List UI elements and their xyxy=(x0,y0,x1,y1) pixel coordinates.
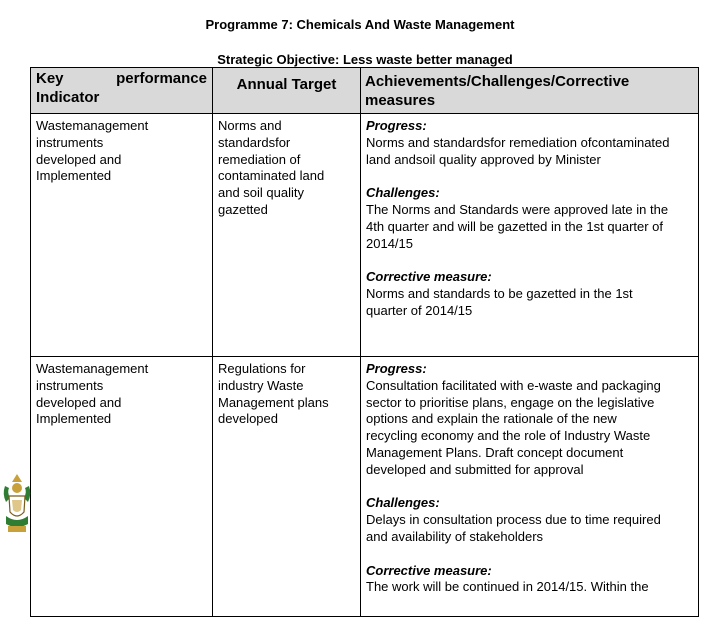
row1-target-line: standardsfor xyxy=(218,134,291,150)
challenges-label: Challenges: xyxy=(366,185,440,201)
challenges-label: Challenges: xyxy=(366,495,440,511)
row2-indicator-line: Implemented xyxy=(36,411,112,427)
performance-table xyxy=(30,67,699,617)
progress-label: Progress: xyxy=(366,118,427,133)
coat-of-arms-icon xyxy=(0,468,34,540)
table-header-row xyxy=(31,68,699,114)
row2-indicator-line: Wastemanagement xyxy=(36,361,149,376)
row1-achievements xyxy=(361,114,699,357)
row2-target xyxy=(213,357,361,617)
table-row xyxy=(31,114,699,357)
row1-target-line: gazetted xyxy=(218,201,268,217)
header-achievements-line1: Achievements/Challenges/Corrective xyxy=(365,73,630,90)
row1-target-line: remediation of xyxy=(218,151,301,167)
challenges-line: Delays in consultation process due to time required xyxy=(366,512,661,528)
corrective-line: Norms and standards to be gazetted in the 1st xyxy=(366,285,633,301)
header-kpi xyxy=(31,68,213,114)
progress-line: land andsoil quality approved by Minister xyxy=(366,151,601,167)
row1-indicator-line: developed and xyxy=(36,151,122,167)
challenges-line: 2014/15 xyxy=(366,235,413,251)
row1-indicator-line: Wastemanagement xyxy=(36,118,149,133)
row2-indicator-line: developed and xyxy=(36,394,122,410)
row2-target-line: Management plans xyxy=(218,394,329,410)
header-kpi-word1: Key xyxy=(36,70,64,87)
header-kpi-word2: performance xyxy=(116,70,207,87)
progress-line: options and explain the rationale of the new xyxy=(366,411,617,427)
row1-target-line: Norms and xyxy=(218,118,282,133)
challenges-line: The Norms and Standards were approved late in the xyxy=(366,201,669,217)
row1-indicator-line: Implemented xyxy=(36,168,112,184)
progress-line: Norms and standardsfor remediation ofcontaminated xyxy=(366,134,670,150)
challenges-line: 4th quarter and will be gazetted in the 1st quarter of xyxy=(366,218,664,234)
corrective-line: quarter of 2014/15 xyxy=(366,302,473,318)
corrective-label: Corrective measure: xyxy=(366,562,492,578)
progress-line: Management Plans. Draft concept document xyxy=(366,444,624,460)
row1-target-line: and soil quality xyxy=(218,185,304,201)
header-achievements xyxy=(361,68,699,114)
progress-line: sector to prioritise plans, engage on the legislative xyxy=(366,394,655,410)
strategic-objective: Strategic Objective: Less waste better managed xyxy=(217,52,513,67)
row1-target xyxy=(213,114,361,357)
corrective-line: The work will be continued in 2014/15. Within the xyxy=(366,579,649,595)
progress-line: recycling economy and the role of Industry Waste xyxy=(366,428,651,444)
row1-target-line: contaminated land xyxy=(218,168,325,184)
header-annual-target: Annual Target xyxy=(213,68,361,114)
row2-target-line: developed xyxy=(218,411,278,427)
row1-indicator xyxy=(31,114,213,357)
row1-indicator-line: instruments xyxy=(36,134,104,150)
row2-target-line: Regulations for xyxy=(218,361,306,376)
row2-target-line: industry Waste xyxy=(218,377,304,393)
table-row xyxy=(31,357,699,617)
row2-achievements xyxy=(361,357,699,617)
corrective-label: Corrective measure: xyxy=(366,269,492,285)
progress-line: developed and submitted for approval xyxy=(366,461,584,477)
progress-line: Consultation facilitated with e-waste and packaging xyxy=(366,377,661,393)
challenges-line: and availability of stakeholders xyxy=(366,528,544,544)
progress-label: Progress: xyxy=(366,361,427,376)
header-kpi-word3: Indicator xyxy=(36,89,100,106)
row2-indicator-line: instruments xyxy=(36,377,104,393)
header-achievements-line2: measures xyxy=(365,92,436,109)
row2-indicator xyxy=(31,357,213,617)
page-title: Programme 7: Chemicals And Waste Management xyxy=(205,17,515,32)
